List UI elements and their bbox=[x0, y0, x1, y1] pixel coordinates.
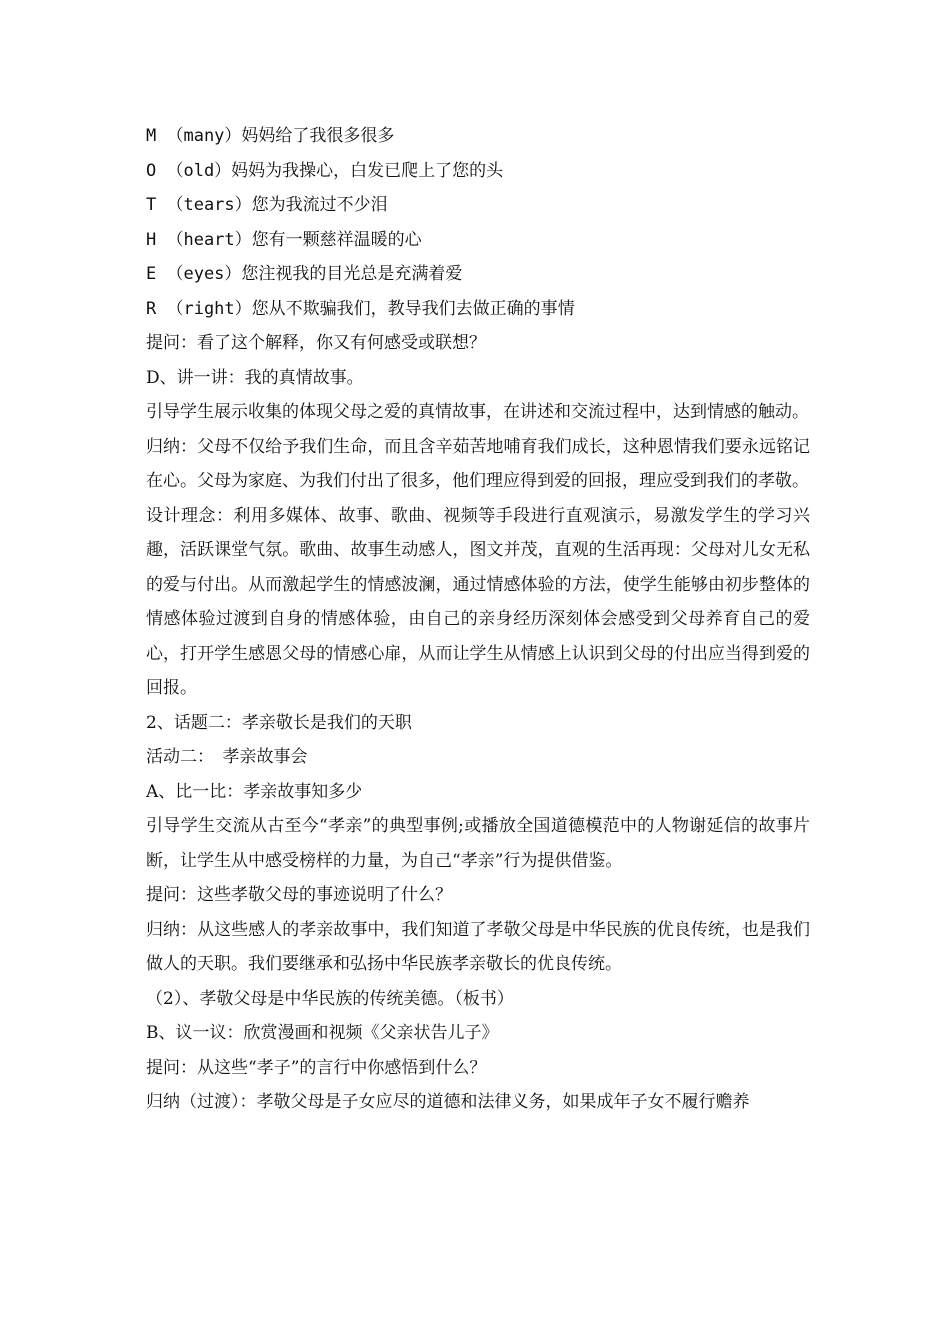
text-line-o: O （old）妈妈为我操心，白发已爬上了您的头 bbox=[146, 160, 504, 181]
question-filial: 提问：从这些“孝子”的言行中你感悟到什么？ bbox=[146, 1057, 487, 1078]
paragraph-guide-examples: 引导学生交流从古至今“孝亲”的典型事例;或播放全国道德模范中的人物谢延信的故事片断，让学生从中感受榜样的力量，为自己“孝亲”行为提供借鉴。 bbox=[146, 816, 810, 871]
paragraph-summary-1: 归纳：父母不仅给予我们生命，而且含辛茹苦地哺育我们成长，这种恩情我们要永远铭记在心。父母为家庭、为我们付出了很多，他们理应得到爱的回报，理应受到我们的孝敬。 bbox=[146, 436, 810, 491]
section-d-heading: D、讲一讲：我的真情故事。 bbox=[146, 367, 364, 388]
topic-two-heading: 2、话题二：孝亲敬长是我们的天职 bbox=[146, 712, 412, 733]
text-line-r: R （right）您从不欺骗我们，教导我们去做正确的事情 bbox=[146, 298, 575, 319]
section-b-heading: B、议一议：欣赏漫画和视频《父亲状告儿子》 bbox=[146, 1023, 499, 1043]
paragraph-summary-2: 归纳：从这些感人的孝亲故事中，我们知道了孝敬父母是中华民族的优良传统，也是我们做人的天职。我们要继承和弘扬中华民族孝亲敬长的优良传统。 bbox=[146, 919, 810, 974]
document-page bbox=[146, 119, 810, 1120]
text-line-h: H （heart）您有一颗慈祥温暖的心 bbox=[146, 229, 422, 250]
paragraph-design-concept: 设计理念：利用多媒体、故事、歌曲、视频等手段进行直观演示，易激发学生的学习兴趣，活跃课堂气氛。歌曲、故事生动感人，图文并茂，直观的生活再现：父母对儿女无私的爱与付出。从而激起学生的情感波澜，通过情感体验的方法，使学生能够由初步整体的情感体验过渡到自身的情感体验，由自己的亲身经历深刻体会感受到父母养育自己的爱心，打开学生感恩父母的情感心扉，从而让学生从情感上认识到父母的付出应当得到爱的回报。 bbox=[146, 505, 810, 698]
question-line: 提问：看了这个解释，你又有何感受或联想？ bbox=[146, 333, 486, 353]
text-line-m: M （many）妈妈给了我很多很多 bbox=[146, 126, 395, 146]
text-line-t: T （tears）您为我流过不少泪 bbox=[146, 195, 388, 215]
paragraph-guide-stories: 引导学生展示收集的体现父母之爱的真情故事，在讲述和交流过程中，达到情感的触动。 bbox=[146, 402, 809, 422]
section-a-heading: A、比一比：孝亲故事知多少 bbox=[146, 781, 363, 802]
activity-two-heading: 活动二： 孝亲故事会 bbox=[146, 747, 308, 767]
text-line-e: E （eyes）您注视我的目光总是充满着爱 bbox=[146, 264, 463, 284]
board-note: （2）、孝敬父母是中华民族的传统美德。（板书） bbox=[146, 988, 514, 1009]
paragraph-summary-transition: 归纳（过渡）：孝敬父母是子女应尽的道德和法律义务，如果成年子女不履行赡养 bbox=[146, 1092, 750, 1112]
question-deeds: 提问：这些孝敬父母的事迹说明了什么？ bbox=[146, 885, 452, 905]
